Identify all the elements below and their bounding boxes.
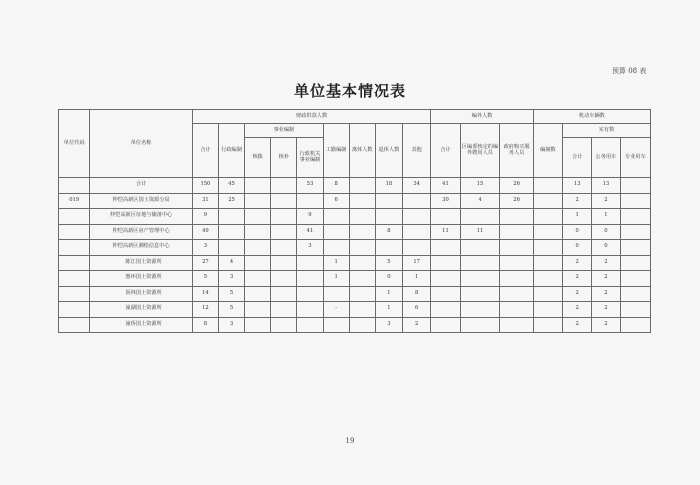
- cell-quota: [533, 240, 562, 256]
- cell-official: 2: [592, 271, 620, 287]
- cell-other: 8: [403, 286, 431, 302]
- cell-ext-gov: [500, 240, 533, 256]
- table-row: [59, 193, 651, 209]
- cell-hebo: [245, 317, 271, 333]
- cell-ext-total: [431, 240, 460, 256]
- cell-admin: 3: [218, 271, 244, 287]
- cell-ext-district: [460, 271, 500, 287]
- header-other: 其他: [403, 124, 431, 178]
- cell-admin-inst: 53: [297, 178, 323, 194]
- cell-tuixiu: 1: [375, 302, 402, 318]
- cell-tuixiu: 1: [375, 286, 402, 302]
- cell-worker: 1: [323, 271, 349, 287]
- cell-official: 2: [592, 255, 620, 271]
- cell-actual-total: 2: [563, 317, 592, 333]
- header-fixed-sub: 核补: [271, 138, 297, 178]
- header-retired: 离休人数: [349, 124, 375, 178]
- cell-total: 150: [192, 178, 218, 194]
- cell-code: [59, 286, 90, 302]
- cell-code: 019: [59, 193, 90, 209]
- cell-official: 2: [592, 193, 620, 209]
- cell-admin: [218, 209, 244, 225]
- header-total: 合计: [192, 124, 218, 178]
- cell-special: [620, 271, 650, 287]
- cell-ext-gov: 26: [500, 178, 533, 194]
- table-row: [59, 302, 651, 318]
- cell-worker: 8: [323, 178, 349, 194]
- cell-ext-total: [431, 286, 460, 302]
- cell-code: [59, 209, 90, 225]
- cell-hebu: [271, 178, 297, 194]
- cell-admin: 5: [218, 302, 244, 318]
- header-gov-service: 政府购买服务人员: [500, 124, 533, 178]
- cell-lixiu: [349, 317, 375, 333]
- unit-basic-info-table: [58, 109, 651, 333]
- cell-ext-gov: [500, 271, 533, 287]
- cell-ext-district: [460, 317, 500, 333]
- header-retire2: 退休人数: [375, 124, 402, 178]
- cell-name: 惠环国土资源所: [90, 271, 192, 287]
- cell-other: 17: [403, 255, 431, 271]
- cell-lixiu: [349, 193, 375, 209]
- cell-tuixiu: 3: [375, 317, 402, 333]
- cell-code: [59, 271, 90, 287]
- cell-official: 2: [592, 317, 620, 333]
- cell-admin-inst: [297, 271, 323, 287]
- cell-name: 合计: [90, 178, 192, 194]
- table-row: [59, 317, 651, 333]
- cell-admin-inst: 9: [297, 209, 323, 225]
- cell-name: 仲恺高新区测绘信息中心: [90, 240, 192, 256]
- table-row: [59, 178, 651, 194]
- cell-hebu: [271, 286, 297, 302]
- cell-worker: [323, 224, 349, 240]
- cell-other: 6: [403, 302, 431, 318]
- header-outside-group: 编外人数: [431, 110, 533, 124]
- cell-total: 27: [192, 255, 218, 271]
- header-finance-group: 财政供款人数: [192, 110, 431, 124]
- cell-worker: [323, 209, 349, 225]
- cell-worker: -: [323, 302, 349, 318]
- cell-actual-total: 2: [563, 271, 592, 287]
- cell-official: 2: [592, 286, 620, 302]
- cell-ext-district: [460, 209, 500, 225]
- cell-special: [620, 209, 650, 225]
- cell-hebu: [271, 255, 297, 271]
- cell-special: [620, 240, 650, 256]
- header-full-alloc: 核拨: [245, 138, 271, 178]
- cell-worker: 1: [323, 255, 349, 271]
- header-worker: 工勤编制: [323, 124, 349, 178]
- cell-lixiu: [349, 224, 375, 240]
- cell-lixiu: [349, 240, 375, 256]
- cell-hebu: [271, 193, 297, 209]
- cell-hebu: [271, 240, 297, 256]
- cell-ext-total: 41: [431, 178, 460, 194]
- cell-total: 49: [192, 224, 218, 240]
- cell-quota: [533, 302, 562, 318]
- header-actual-total: 合计: [563, 138, 592, 178]
- cell-official: 0: [592, 240, 620, 256]
- cell-ext-gov: [500, 302, 533, 318]
- cell-hebo: [245, 255, 271, 271]
- cell-tuixiu: [375, 240, 402, 256]
- cell-total: 8: [192, 317, 218, 333]
- cell-admin-inst: [297, 193, 323, 209]
- header-admin: 行政编制: [218, 124, 244, 178]
- cell-worker: [323, 240, 349, 256]
- cell-admin: 3: [218, 317, 244, 333]
- cell-quota: [533, 193, 562, 209]
- header-quota: 编制数: [533, 124, 562, 178]
- cell-tuixiu: 0: [375, 271, 402, 287]
- cell-ext-gov: [500, 286, 533, 302]
- cell-total: 31: [192, 193, 218, 209]
- cell-quota: [533, 286, 562, 302]
- cell-admin-inst: [297, 317, 323, 333]
- cell-ext-district: [460, 240, 500, 256]
- table-row: [59, 224, 651, 240]
- header-district-hired: 区编委核定的编外聘用人员: [460, 124, 500, 178]
- cell-ext-total: [431, 302, 460, 318]
- cell-admin: 5: [218, 286, 244, 302]
- cell-ext-district: [460, 286, 500, 302]
- cell-hebu: [271, 224, 297, 240]
- cell-admin-inst: 3: [297, 240, 323, 256]
- page-title: 单位基本情况表: [293, 82, 406, 100]
- cell-ext-gov: [500, 209, 533, 225]
- cell-worker: [323, 286, 349, 302]
- cell-ext-gov: [500, 255, 533, 271]
- cell-name: 仲恺高新区征地与储备中心: [90, 209, 192, 225]
- cell-actual-total: 2: [563, 255, 592, 271]
- header-vehicle-group: 机动车辆数: [533, 110, 650, 124]
- cell-ext-district: 11: [460, 224, 500, 240]
- cell-official: 2: [592, 302, 620, 318]
- page-number: 19: [345, 437, 355, 445]
- cell-quota: [533, 209, 562, 225]
- cell-code: [59, 302, 90, 318]
- cell-quota: [533, 224, 562, 240]
- cell-other: [403, 224, 431, 240]
- cell-total: 9: [192, 209, 218, 225]
- table-row: [59, 271, 651, 287]
- cell-quota: [533, 271, 562, 287]
- form-number: 预算 08 表: [612, 67, 647, 75]
- header-actual-group: 实有数: [563, 124, 651, 138]
- cell-quota: [533, 255, 562, 271]
- cell-admin-inst: [297, 302, 323, 318]
- cell-admin: 4: [218, 255, 244, 271]
- cell-admin-inst: 41: [297, 224, 323, 240]
- cell-worker: [323, 317, 349, 333]
- cell-ext-district: 4: [460, 193, 500, 209]
- table-row: [59, 209, 651, 225]
- cell-hebo: [245, 178, 271, 194]
- cell-ext-district: 15: [460, 178, 500, 194]
- cell-hebo: [245, 193, 271, 209]
- header-unit-name: 单位名称: [90, 110, 192, 178]
- cell-admin: 25: [218, 193, 244, 209]
- cell-quota: [533, 317, 562, 333]
- cell-lixiu: [349, 302, 375, 318]
- table-row: [59, 255, 651, 271]
- cell-quota: [533, 178, 562, 194]
- cell-other: [403, 193, 431, 209]
- cell-hebo: [245, 286, 271, 302]
- cell-hebu: [271, 302, 297, 318]
- cell-ext-district: [460, 255, 500, 271]
- cell-tuixiu: [375, 209, 402, 225]
- cell-name: 仲恺高新区国土资源分局: [90, 193, 192, 209]
- cell-code: [59, 178, 90, 194]
- cell-name: 潼湖国土资源所: [90, 302, 192, 318]
- cell-ext-district: [460, 302, 500, 318]
- cell-official: 13: [592, 178, 620, 194]
- cell-admin-inst: [297, 286, 323, 302]
- cell-total: 5: [192, 271, 218, 287]
- cell-special: [620, 193, 650, 209]
- cell-other: 2: [403, 317, 431, 333]
- cell-lixiu: [349, 286, 375, 302]
- header-outside-total: 合计: [431, 124, 460, 178]
- cell-name: 沥林国土资源所: [90, 286, 192, 302]
- header-inst-group: 事业编制: [245, 124, 323, 138]
- cell-hebu: [271, 271, 297, 287]
- cell-special: [620, 286, 650, 302]
- cell-tuixiu: 8: [375, 224, 402, 240]
- cell-lixiu: [349, 178, 375, 194]
- cell-name: 潼侨国土资源所: [90, 317, 192, 333]
- cell-actual-total: 0: [563, 224, 592, 240]
- cell-hebo: [245, 271, 271, 287]
- cell-actual-total: 1: [563, 209, 592, 225]
- cell-ext-gov: 26: [500, 193, 533, 209]
- cell-hebo: [245, 240, 271, 256]
- cell-code: [59, 240, 90, 256]
- cell-special: [620, 224, 650, 240]
- cell-name: 陈江国土资源所: [90, 255, 192, 271]
- cell-total: 3: [192, 240, 218, 256]
- cell-actual-total: 0: [563, 240, 592, 256]
- cell-ext-gov: [500, 317, 533, 333]
- cell-hebu: [271, 317, 297, 333]
- cell-official: 1: [592, 209, 620, 225]
- cell-actual-total: 2: [563, 286, 592, 302]
- cell-lixiu: [349, 271, 375, 287]
- cell-name: 仲恺高新区房产管理中心: [90, 224, 192, 240]
- cell-other: 34: [403, 178, 431, 194]
- cell-actual-total: 13: [563, 178, 592, 194]
- cell-official: 0: [592, 224, 620, 240]
- cell-ext-total: [431, 317, 460, 333]
- cell-total: 14: [192, 286, 218, 302]
- cell-other: [403, 240, 431, 256]
- cell-ext-total: [431, 255, 460, 271]
- cell-hebo: [245, 224, 271, 240]
- cell-admin: 45: [218, 178, 244, 194]
- cell-ext-total: 30: [431, 193, 460, 209]
- cell-ext-total: 11: [431, 224, 460, 240]
- cell-tuixiu: 18: [375, 178, 402, 194]
- cell-lixiu: [349, 255, 375, 271]
- cell-code: [59, 224, 90, 240]
- cell-special: [620, 302, 650, 318]
- cell-special: [620, 317, 650, 333]
- cell-hebo: [245, 209, 271, 225]
- cell-admin: [218, 240, 244, 256]
- cell-admin-inst: [297, 255, 323, 271]
- header-admin-inst: 行政机关事业编制: [297, 138, 323, 178]
- cell-worker: 6: [323, 193, 349, 209]
- cell-other: [403, 209, 431, 225]
- cell-total: 12: [192, 302, 218, 318]
- cell-hebo: [245, 302, 271, 318]
- cell-ext-total: [431, 271, 460, 287]
- cell-lixiu: [349, 209, 375, 225]
- cell-special: [620, 178, 650, 194]
- cell-ext-gov: [500, 224, 533, 240]
- table-row: [59, 240, 651, 256]
- cell-ext-total: [431, 209, 460, 225]
- cell-code: [59, 255, 90, 271]
- cell-tuixiu: [375, 193, 402, 209]
- table-row: [59, 286, 651, 302]
- header-special: 专业用车: [620, 138, 650, 178]
- cell-special: [620, 255, 650, 271]
- header-unit-code: 单位代码: [59, 110, 90, 178]
- cell-code: [59, 317, 90, 333]
- cell-actual-total: 2: [563, 193, 592, 209]
- cell-actual-total: 2: [563, 302, 592, 318]
- header-official: 公务用车: [592, 138, 620, 178]
- cell-other: 1: [403, 271, 431, 287]
- cell-admin: [218, 224, 244, 240]
- cell-hebu: [271, 209, 297, 225]
- cell-tuixiu: 5: [375, 255, 402, 271]
